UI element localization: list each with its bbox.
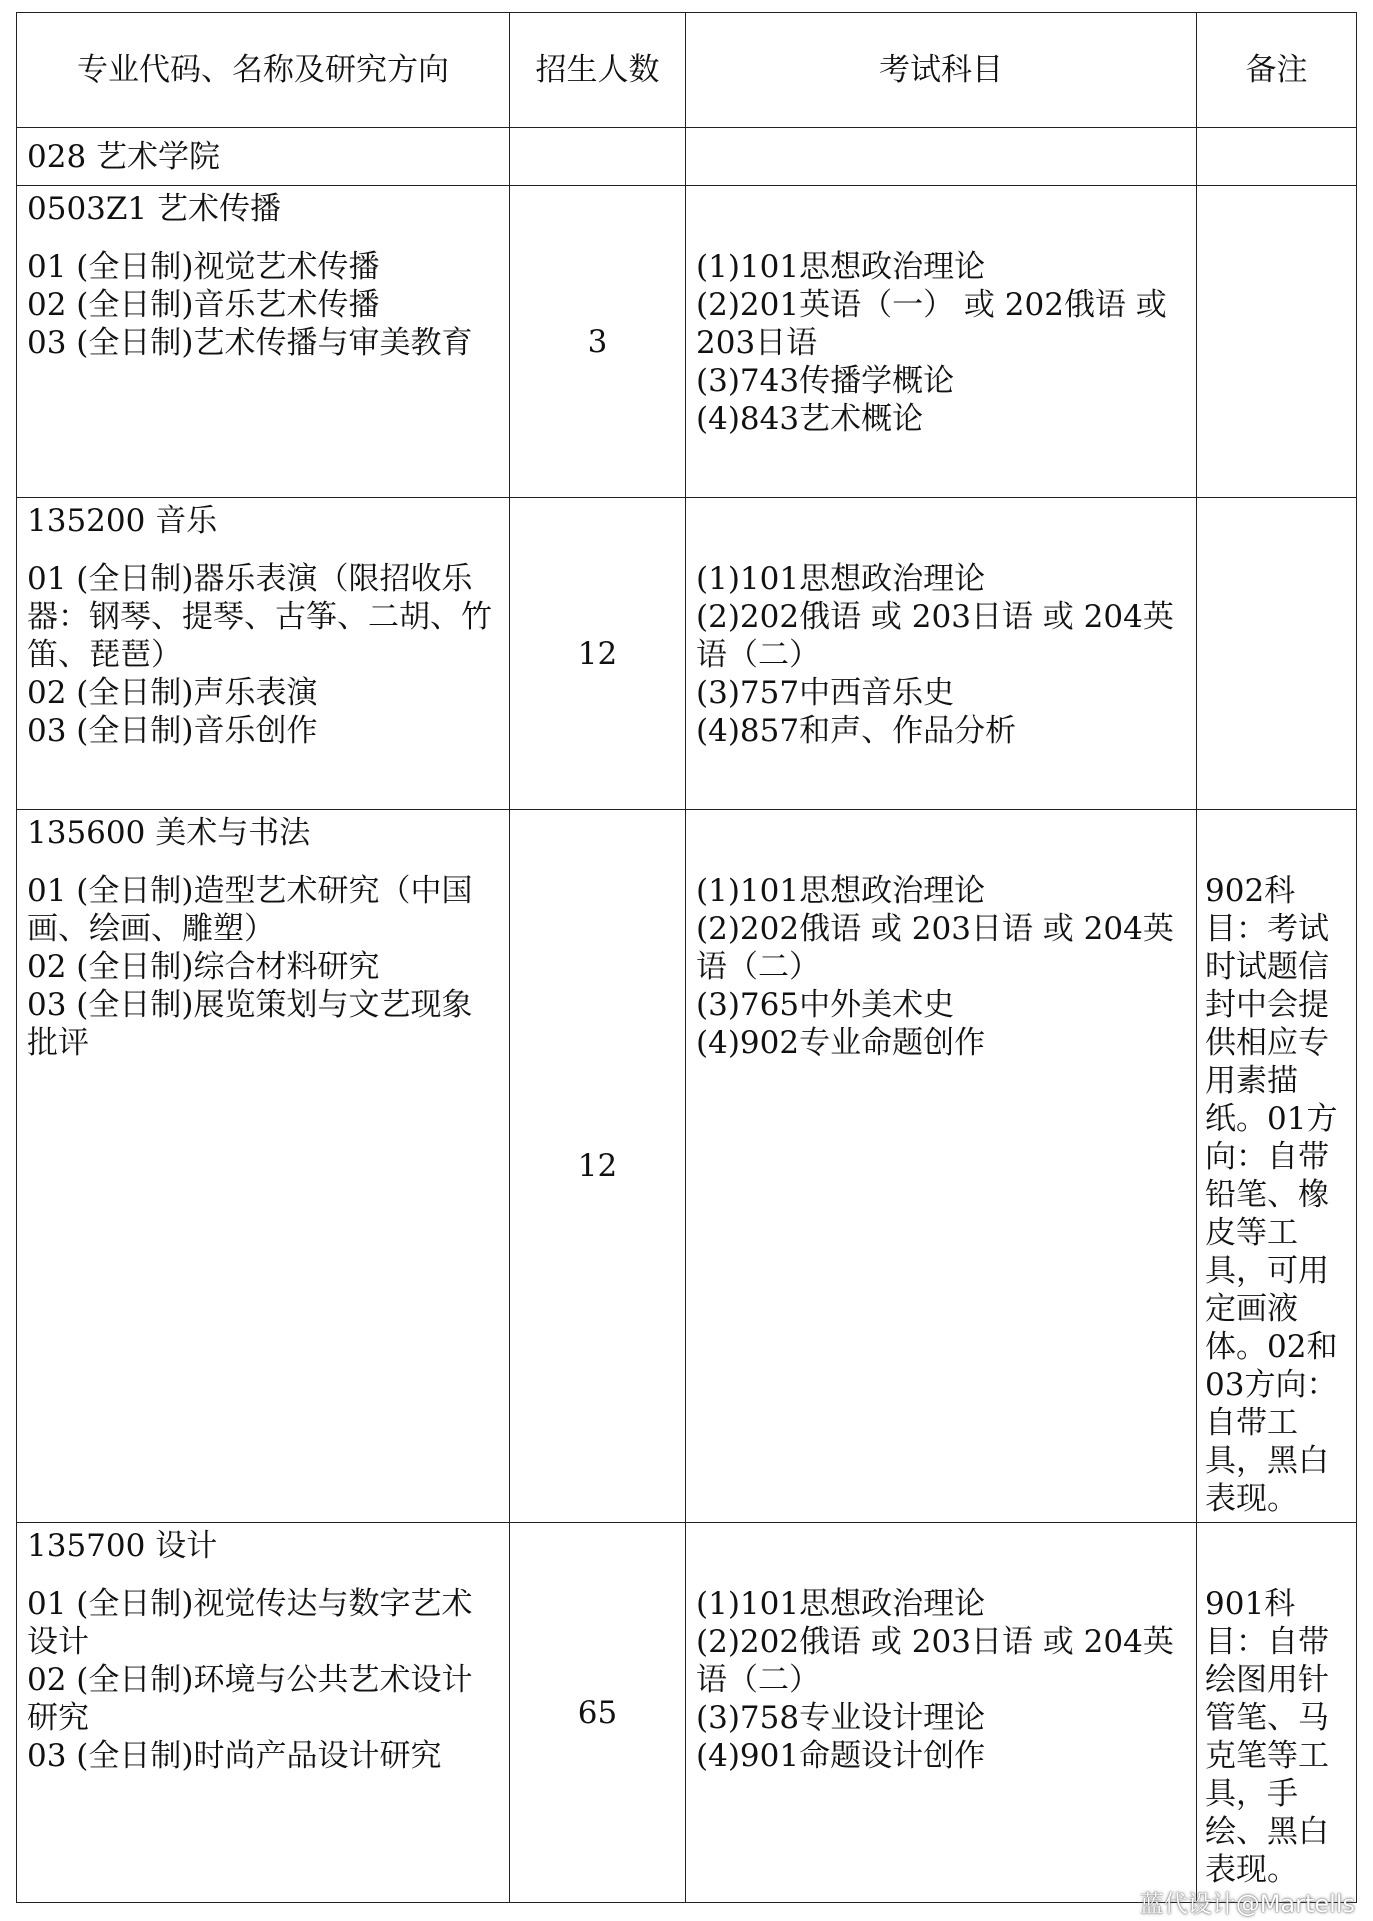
major-cell bbox=[17, 186, 510, 498]
major-title: 135200 音乐 bbox=[27, 503, 218, 539]
major-cell bbox=[17, 810, 510, 1523]
direction-item: 01 (全日制)器乐表演（限招收乐器：钢琴、提琴、古筝、二胡、竹笛、琵琶） bbox=[27, 561, 492, 673]
notes-cell bbox=[1197, 1523, 1357, 1903]
subject-item: (4)857和声、作品分析 bbox=[696, 713, 1017, 749]
subject-item: (1)101思想政治理论 bbox=[696, 1586, 986, 1622]
subject-item: (4)902专业命题创作 bbox=[696, 1025, 986, 1061]
direction-item: 02 (全日制)综合材料研究 bbox=[27, 949, 380, 985]
table-row bbox=[17, 810, 1357, 1523]
subject-item: (1)101思想政治理论 bbox=[696, 561, 986, 597]
direction-list bbox=[27, 1585, 501, 1775]
direction-item: 03 (全日制)时尚产品设计研究 bbox=[27, 1738, 442, 1774]
watermark: 蓝代设计@Martells bbox=[1139, 1890, 1355, 1918]
direction-item: 01 (全日制)视觉艺术传播 bbox=[27, 249, 380, 285]
subject-item: (2)202俄语 或 203日语 或 204英语（二） bbox=[696, 911, 1174, 985]
college-name: 028 艺术学院 bbox=[17, 128, 510, 186]
college-notes-cell bbox=[1197, 128, 1357, 186]
college-subjects-cell bbox=[686, 128, 1197, 186]
major-cell bbox=[17, 498, 510, 810]
enrollment-count: 12 bbox=[510, 498, 686, 810]
admissions-table bbox=[16, 12, 1357, 1903]
subject-list bbox=[696, 872, 1188, 1062]
header-subjects: 考试科目 bbox=[686, 13, 1197, 128]
subject-list bbox=[696, 1585, 1188, 1775]
header-row bbox=[17, 13, 1357, 128]
subject-item: (3)743传播学概论 bbox=[696, 363, 955, 399]
subject-list bbox=[696, 248, 1188, 438]
notes-cell bbox=[1197, 186, 1357, 498]
table-row bbox=[17, 1523, 1357, 1903]
enrollment-count: 65 bbox=[510, 1523, 686, 1903]
subjects-cell bbox=[686, 498, 1197, 810]
subject-item: (3)757中西音乐史 bbox=[696, 675, 955, 711]
direction-list bbox=[27, 872, 501, 1062]
subject-item: (2)201英语（一） 或 202俄语 或 203日语 bbox=[696, 287, 1167, 361]
note-text: 901科目：自带绘图用针管笔、马克笔等工具，手绘、黑白表现。 bbox=[1205, 1586, 1329, 1888]
subjects-cell bbox=[686, 810, 1197, 1523]
enrollment-count: 3 bbox=[510, 186, 686, 498]
header-notes: 备注 bbox=[1197, 13, 1357, 128]
direction-item: 03 (全日制)展览策划与文艺现象批评 bbox=[27, 987, 473, 1061]
direction-list bbox=[27, 248, 501, 362]
notes-cell bbox=[1197, 498, 1357, 810]
subjects-cell bbox=[686, 1523, 1197, 1903]
subject-item: (4)901命题设计创作 bbox=[696, 1738, 986, 1774]
college-row bbox=[17, 128, 1357, 186]
note-text: 902科目：考试时试题信封中会提供相应专用素描纸。01方向：自带铅笔、橡皮等工具，可用定画液体。02和03方向：自带工具，黑白表现。 bbox=[1205, 873, 1338, 1517]
major-title: 135600 美术与书法 bbox=[27, 815, 311, 851]
subject-item: (3)758专业设计理论 bbox=[696, 1700, 986, 1736]
subject-item: (1)101思想政治理论 bbox=[696, 249, 986, 285]
header-count: 招生人数 bbox=[510, 13, 686, 128]
direction-item: 02 (全日制)环境与公共艺术设计研究 bbox=[27, 1662, 473, 1736]
direction-item: 02 (全日制)音乐艺术传播 bbox=[27, 287, 380, 323]
major-cell bbox=[17, 1523, 510, 1903]
subject-item: (4)843艺术概论 bbox=[696, 401, 924, 437]
direction-item: 03 (全日制)音乐创作 bbox=[27, 713, 318, 749]
direction-item: 03 (全日制)艺术传播与审美教育 bbox=[27, 325, 473, 361]
direction-item: 01 (全日制)造型艺术研究（中国画、绘画、雕塑） bbox=[27, 873, 473, 947]
subject-item: (3)765中外美术史 bbox=[696, 987, 955, 1023]
direction-item: 02 (全日制)声乐表演 bbox=[27, 675, 318, 711]
notes-cell bbox=[1197, 810, 1357, 1523]
subject-item: (2)202俄语 或 203日语 或 204英语（二） bbox=[696, 599, 1174, 673]
enrollment-count: 12 bbox=[510, 810, 686, 1523]
header-major: 专业代码、名称及研究方向 bbox=[17, 13, 510, 128]
major-title: 135700 设计 bbox=[27, 1528, 218, 1564]
major-title: 0503Z1 艺术传播 bbox=[27, 191, 282, 227]
subject-item: (2)202俄语 或 203日语 或 204英语（二） bbox=[696, 1624, 1174, 1698]
direction-item: 01 (全日制)视觉传达与数字艺术设计 bbox=[27, 1586, 473, 1660]
subject-item: (1)101思想政治理论 bbox=[696, 873, 986, 909]
subject-list bbox=[696, 560, 1188, 750]
college-count-cell bbox=[510, 128, 686, 186]
subjects-cell bbox=[686, 186, 1197, 498]
table-row bbox=[17, 186, 1357, 498]
table-row bbox=[17, 498, 1357, 810]
direction-list bbox=[27, 560, 501, 750]
